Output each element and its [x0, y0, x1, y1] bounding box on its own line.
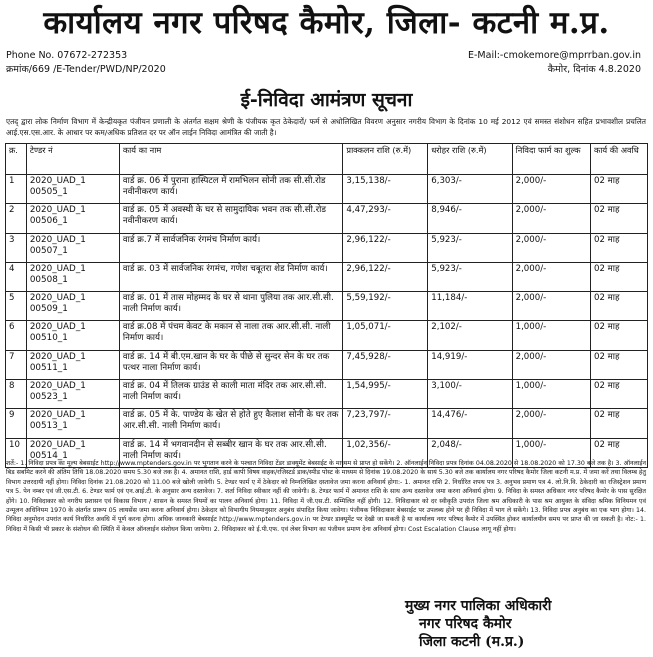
row-work-name: वार्ड क्र.7 में सार्वजनिक रंगमंच निर्माण कार्य। [119, 233, 343, 262]
row-earnest-money: 2,048/- [428, 438, 512, 467]
row-earnest-money: 6,303/- [428, 175, 512, 204]
header-work-name: कार्य का नाम [119, 144, 343, 175]
header-tender-no: टेण्डर नं [26, 144, 119, 175]
table-row [6, 262, 648, 291]
row-duration: 02 माह [591, 438, 648, 467]
table-row [6, 204, 648, 233]
row-duration: 02 माह [591, 204, 648, 233]
row-serial: 2 [6, 204, 27, 233]
header-serial: क्र. [6, 144, 27, 175]
row-estimated-cost: 7,23,797/- [343, 409, 428, 438]
row-form-fee: 2,000/- [512, 350, 590, 379]
row-duration: 02 माह [591, 380, 648, 409]
row-form-fee: 1,000/- [512, 321, 590, 350]
row-work-name: वार्ड क्र. 05 में अवस्थी के घर से सामुदायिक भवन तक सी.सी.रोड नवीनीकरण कार्य। [119, 204, 343, 233]
row-earnest-money: 2,102/- [428, 321, 512, 350]
row-estimated-cost: 1,54,995/- [343, 380, 428, 409]
row-form-fee: 2,000/- [512, 409, 590, 438]
row-estimated-cost: 2,96,122/- [343, 233, 428, 262]
row-estimated-cost: 2,96,122/- [343, 262, 428, 291]
row-serial: 6 [6, 321, 27, 350]
row-tender-no: 2020_UAD_1 00508_1 [26, 262, 119, 291]
row-form-fee: 2,000/- [512, 175, 590, 204]
row-estimated-cost: 3,15,138/- [343, 175, 428, 204]
reference-number: क्रमांक/669 /E-Tender/PWD/NP/2020 [6, 64, 166, 75]
row-earnest-money: 14,476/- [428, 409, 512, 438]
row-duration: 02 माह [591, 233, 648, 262]
row-work-name: वार्ड क्र. 04 में तिलक ग्राउंड से काली माता मंदिर तक आर.सी.सी. नाली निर्माण कार्य। [119, 380, 343, 409]
row-work-name: वार्ड क्र. 03 में सार्वजनिक रंगमंच, गणेश चबूतरा शेड निर्माण कार्य। [119, 262, 343, 291]
row-earnest-money: 11,184/- [428, 292, 512, 321]
phone-number: Phone No. 07672-272353 [6, 50, 128, 61]
signatory-office: नगर परिषद कैमोर [419, 616, 512, 632]
table-row [6, 380, 648, 409]
intro-paragraph: एतद् द्वारा लोक निर्माण विभाग में केन्द्रीयकृत पंजीयन प्रणाली के अंतर्गत सक्षम श्रेणी के पंजीयक कृत ठेकेदारों/ फर्म से अधोलिखित विवरण अनुसार नगरीय विभाग के दिनांक 10 मई 2012 एवं समस्त संशोधन सहित प्रभावशील प्रचलित आई.एस.एस.आर. के आधार पर कम/अधिक प्रतिशत दर पर ऑन लाईन निविदा आमंत्रित की जाती है। [6, 117, 646, 137]
row-serial: 3 [6, 233, 27, 262]
row-estimated-cost: 7,45,928/- [343, 350, 428, 379]
row-serial: 5 [6, 292, 27, 321]
row-duration: 02 माह [591, 350, 648, 379]
table-row [6, 292, 648, 321]
row-earnest-money: 3,100/- [428, 380, 512, 409]
row-serial: 10 [6, 438, 27, 467]
signatory-designation: मुख्य नगर पालिका अधिकारी [405, 598, 552, 614]
row-form-fee: 1,000/- [512, 438, 590, 467]
row-tender-no: 2020_UAD_1 00506_1 [26, 204, 119, 233]
row-estimated-cost: 1,02,356/- [343, 438, 428, 467]
row-form-fee: 2,000/- [512, 292, 590, 321]
header-form-fee: निविदा फार्म का शुल्क [512, 144, 590, 175]
row-duration: 02 माह [591, 175, 648, 204]
row-earnest-money: 8,946/- [428, 204, 512, 233]
signatory-district: जिला कटनी (म.प्र.) [419, 634, 525, 650]
row-duration: 02 माह [591, 409, 648, 438]
row-tender-no: 2020_UAD_1 00513_1 [26, 409, 119, 438]
row-serial: 4 [6, 262, 27, 291]
row-tender-no: 2020_UAD_1 00509_1 [26, 292, 119, 321]
row-earnest-money: 5,923/- [428, 262, 512, 291]
row-serial: 1 [6, 175, 27, 204]
row-duration: 02 माह [591, 262, 648, 291]
row-earnest-money: 5,923/- [428, 233, 512, 262]
table-row [6, 321, 648, 350]
row-duration: 02 माह [591, 321, 648, 350]
signature-block [405, 597, 645, 651]
row-serial: 7 [6, 350, 27, 379]
row-form-fee: 1,000/- [512, 380, 590, 409]
header-duration: कार्य की अवधि [591, 144, 648, 175]
row-serial: 9 [6, 409, 27, 438]
table-row [6, 175, 648, 204]
row-earnest-money: 14,919/- [428, 350, 512, 379]
row-duration: 02 माह [591, 292, 648, 321]
row-tender-no: 2020_UAD_1 00523_1 [26, 380, 119, 409]
header-estimated-cost: प्राक्कलन राशि (रु.में) [343, 144, 428, 175]
table-row [6, 409, 648, 438]
row-work-name: वार्ड क्र. 01 में तास मोहम्मद के घर से थाना पुलिया तक आर.सी.सी. नाली निर्माण कार्य। [119, 292, 343, 321]
notice-title: ई-निविदा आमंत्रण सूचना [240, 89, 413, 111]
table-header-row [6, 144, 648, 175]
row-work-name: वार्ड क्र. 14 में भगवानदीन से सब्बीर खान के घर तक आर.सी.सी. नाली निर्माण कार्य। [119, 438, 343, 467]
row-tender-no: 2020_UAD_1 00505_1 [26, 175, 119, 204]
row-tender-no: 2020_UAD_1 00514_1 [26, 438, 119, 467]
row-form-fee: 2,000/- [512, 233, 590, 262]
row-tender-no: 2020_UAD_1 00510_1 [26, 321, 119, 350]
place-date: कैमोर, दिनांक 4.8.2020 [547, 64, 641, 75]
row-estimated-cost: 1,05,071/- [343, 321, 428, 350]
office-title: कार्यालय नगर परिषद कैमोर, जिला- कटनी म.प्र. [43, 5, 610, 41]
row-work-name: वार्ड क्र. 06 में पुराना हास्पिटल में रामभिलन सोनी तक सी.सी.रोड नवीनीकरण कार्य। [119, 175, 343, 204]
table-row [6, 350, 648, 379]
row-work-name: वार्ड क्र. 14 में बी.एम.खान के घर के पीछे से सुन्दर सेन के घर तक पत्थर नाला निर्माण कार्य। [119, 350, 343, 379]
row-tender-no: 2020_UAD_1 00511_1 [26, 350, 119, 379]
header-earnest-money: धरोहर राशि (रु.में) [428, 144, 512, 175]
terms-and-conditions: शर्ते:- 1. निविदा प्रपत्र का मूल्य बेबसाईट http://www.mptenders.gov.in पर भुगतान करने के पश्चात निविदा टेंडर डाक्यूमेंट बेबसाईट के माध्यम से प्राप्त हो सकेंगे। 2. ऑनलाईन निविदा प्रपत्र दिनांक 04.08.2020 से 18.08.2020 को 17.30 बजे तक है। 3. ऑनलाईन बिड सबमिट करने की अंतिम तिथि 18.08.2020 समय 5.30 बजे तक है। 4. अमानत राशि, हार्ड कापी विषय वाहक/रजिस्टर्ड डाक/स्पीड पोस्ट के माध्यम से दिनांक 19.08.2020 के सायं 5.30 बजे तक कार्यालय नगर परिषद कैमोर जिला कटनी म.प्र. में जमा करें तथा विलम्ब हेतु विभाग उत्तरदायी नहीं होगा। निविदा दिनांक 21.08.2020 को 11.00 बजे खोली जावेगी। 5. टेण्डर फार्म ए में ठेकेदार को निम्नलिखित दस्तावेज जमा करना अनिवार्य होगा:- 1. अमानत राशि 2. निर्धारित शपथ पत्र 3. अनुभव प्रमाण पत्र 4. लो.नि.वि. ठेकेदारी का रजिस्ट्रेशन प्रमाण पत्र 5. पेन नम्बर एवं जी.एस.टी. 6. टेण्डर फार्म एवं एन.आई.टी. के अनुसार अन्य दस्तावेज। 7. शर्ता निविदा स्वीकार नहीं की जावेगी। 8. टेण्डर फार्म में अमानत राशि के साथ अन्य दस्तावेज जमा करना अनिवार्य होगा। 9. निविदा के समस्त अधिकार नगर परिषद कैमोर के पास सुरक्षित होंगे। 10. निविदाकार को नगरीय प्रशासन एवं विकास विभाग / शासन के समस्त नियमों का पालन अनिवार्य होगा। 11. निविदा में जी.एस.टी. सम्मिलित नहीं होगी। 12. निविदाकार को दर स्वीकृति उपरांत जिला श्रम अधिकारी के पास श्रम आयुक्त के संविदा श्रमिक विनियमन एवं उन्मूलन अधिनियम 1970 के अंतर्गत प्रारूप 05 लायसेंस जमा करना अनिवार्य होगा। ठेकेदार को विभागीय नियमानुसार अनुबंध संपादित किया जावेगा। पंजीयक निविदाकार बेबसाईट पर उपलब्ध होने पर ही निविदा में भाग ले सकेंगे। 13. निविदा प्रपत्र अनुबंध का एक भाग होगा। 14. निविदा अनुमोदन उपरांत कार्य निर्धारित अवधि में पूर्ण करना होगा। अधिक जानकारी बेबसाईट http://www.mptenders.gov.in पर टेण्डर डाक्यूमेंट पर देखी जा सकती है या कार्यालय नगर परिषद कैमोर में उपस्थित होकर कार्यालयीन समय पर प्राप्त की जा सकती है। नोट:- 1. निविदा में किसी भी प्रकार के संशोधन की स्थिति में केवल ऑनलाईन संशोधन किया जायेगा। 2. निविदाकार को ई.पी.एफ. एवं लेबर विभाग का पंजीयन प्रमाण देना अनिवार्य होगा। Cost Escalation Clause लागू नहीं होगा। [6, 460, 646, 533]
table-row [6, 233, 648, 262]
row-estimated-cost: 4,47,293/- [343, 204, 428, 233]
row-tender-no: 2020_UAD_1 00507_1 [26, 233, 119, 262]
row-form-fee: 2,000/- [512, 204, 590, 233]
tender-table [5, 143, 648, 468]
row-serial: 8 [6, 380, 27, 409]
row-work-name: वार्ड क्र.08 में पंचम केवट के मकान से नाला तक आर.सी.सी. नाली निर्माण कार्य। [119, 321, 343, 350]
row-estimated-cost: 5,59,192/- [343, 292, 428, 321]
row-form-fee: 2,000/- [512, 262, 590, 291]
row-work-name: वार्ड क्र. 05 में के. पाण्डेय के खेत से होते हुए कैलाश सोनी के घर तक आर.सी.सी. नाली निर्माण कार्य। [119, 409, 343, 438]
email-address: E-Mail:-cmokemore@mprrban.gov.in [468, 50, 641, 61]
